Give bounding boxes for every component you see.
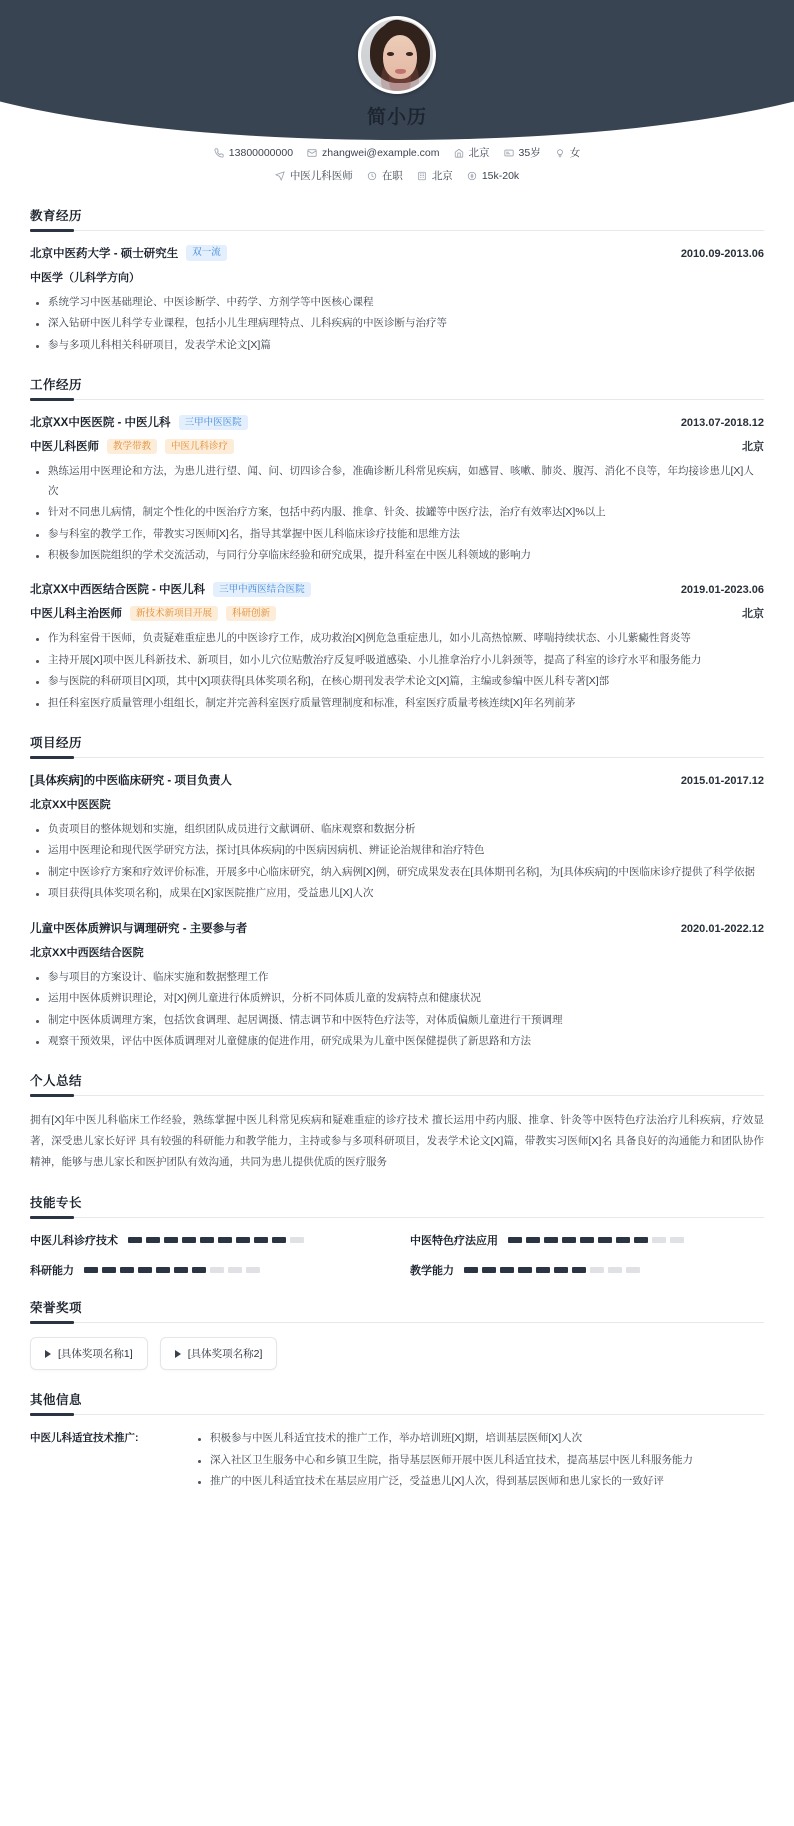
list-item: 参与多项儿科相关科研项目，发表学术论文[X]篇 (32, 336, 764, 355)
contact-phone-text: 13800000000 (228, 146, 294, 159)
entry-heading (30, 245, 764, 261)
list-item: 运用中医理论和现代医学研究方法，探讨[具体疾病]的中医病因病机、辨证论治规律和治疗特色 (32, 841, 764, 860)
gender-icon (555, 148, 565, 158)
section-title-project: 项目经历 (30, 736, 83, 751)
section-title-work: 工作经历 (30, 378, 83, 393)
skill-segment (228, 1267, 242, 1273)
section-title-awards: 荣誉奖项 (30, 1301, 83, 1316)
list-item: 项目获得[具体奖项名称]，成果在[X]家医院推广应用，受益患儿[X]人次 (32, 884, 764, 903)
entry-title-group (30, 920, 247, 936)
work-role-tag: 新技术新项目开展 (130, 606, 218, 622)
entry-role-group (30, 605, 276, 621)
education-entry (30, 245, 764, 355)
other-info-bullets (194, 1429, 764, 1493)
skill-segment (598, 1237, 612, 1243)
work-entry (30, 414, 764, 565)
skill-segment (236, 1237, 250, 1243)
skill-segment (192, 1267, 206, 1273)
skill-segment (526, 1237, 540, 1243)
expected-salary-text: 15k-20k (481, 169, 520, 182)
job-intent-text: 中医儿科医师 (289, 170, 353, 182)
skill-segment (218, 1237, 232, 1243)
skill-segment (616, 1237, 630, 1243)
skill-label: 中医儿科诊疗技术 (30, 1235, 118, 1248)
education-major: 中医学（儿科学方向） (30, 272, 140, 284)
list-item: 运用中医体质辨识理论，对[X]例儿童进行体质辨识，分析不同体质儿童的发病特点和健康状况 (32, 989, 764, 1008)
section-header-other (30, 1390, 764, 1415)
skill-segment (200, 1237, 214, 1243)
send-icon (275, 171, 285, 181)
skill-segment (626, 1267, 640, 1273)
award-label: [具体奖项名称1] (58, 1348, 133, 1361)
skill-label: 科研能力 (30, 1265, 74, 1278)
section-title-other: 其他信息 (30, 1393, 83, 1408)
project-entry (30, 772, 764, 904)
other-info-group (30, 1429, 764, 1493)
awards-list (30, 1337, 764, 1370)
entry-role-line (30, 605, 764, 621)
list-item: 系统学习中医基础理论、中医诊断学、中药学、方剂学等中医核心课程 (32, 293, 764, 312)
job-status (367, 168, 403, 183)
section-work (30, 375, 764, 713)
work-company: 北京XX中医医院 - 中医儿科 (30, 417, 171, 430)
contact-gender-text: 女 (569, 147, 581, 159)
section-skills (30, 1193, 764, 1278)
skill-level-bar (128, 1237, 304, 1243)
skill-segment (508, 1237, 522, 1243)
building-icon (417, 171, 427, 181)
skill-segment (290, 1237, 304, 1243)
education-date: 2010.09-2013.06 (680, 248, 764, 260)
work-role: 中医儿科医师 (30, 441, 99, 454)
entry-title-group (30, 772, 232, 788)
status-icon (367, 171, 377, 181)
work-role-tag: 科研创新 (226, 606, 276, 622)
list-item: 观察干预效果，评估中医体质调理对儿童健康的促进作用，研究成果为儿童中医保健提供了新思路和方法 (32, 1032, 764, 1051)
skill-segment (544, 1237, 558, 1243)
list-item: 熟练运用中医理论和方法，为患儿进行望、闻、问、切四诊合参，准确诊断儿科常见疾病，如感冒、咳嗽、肺炎、腹泻、消化不良等，年均接诊患儿[X]人次 (32, 462, 764, 501)
section-title-education: 教育经历 (30, 209, 83, 223)
contact-age (504, 145, 541, 160)
skill-segment (482, 1267, 496, 1273)
list-item: 参与科室的教学工作，带教实习医师[X]名，指导其掌握中医儿科临床诊疗技能和思维方法 (32, 525, 764, 544)
contact-email-text: zhangwei@example.com (322, 146, 440, 159)
list-item: 深入社区卫生服务中心和乡镇卫生院，指导基层医师开展中医儿科适宜技术，提高基层中医儿科服务能力 (194, 1451, 764, 1470)
project-entry (30, 920, 764, 1052)
job-intent (275, 168, 353, 183)
resume-header (0, 0, 794, 186)
skill-segment (572, 1267, 586, 1273)
skill-row (410, 1232, 764, 1248)
id-card-icon (504, 148, 514, 158)
skill-segment (272, 1237, 286, 1243)
entry-heading (30, 920, 764, 936)
section-header-project (30, 733, 764, 758)
list-item: 参与项目的方案设计、临床实施和数据整理工作 (32, 968, 764, 987)
skill-segment (254, 1237, 268, 1243)
award-chip[interactable] (30, 1337, 148, 1370)
education-tag: 双一流 (186, 245, 227, 261)
contact-age-text: 35岁 (518, 147, 541, 159)
skills-grid (30, 1232, 764, 1278)
entry-title-group (30, 245, 227, 261)
entry-role-line (30, 438, 764, 454)
list-item: 制定中医诊疗方案和疗效评价标准，开展多中心临床研究，纳入病例[X]例，研究成果发表在[具体期刊名称]，为[具体疾病]的中医临床诊疗提供了科学依据 (32, 863, 764, 882)
skill-segment (634, 1237, 648, 1243)
contact-gender (555, 145, 581, 160)
job-location-text: 北京 (431, 170, 453, 182)
contact-city-text: 北京 (468, 147, 490, 159)
work-role: 中医儿科主治医师 (30, 608, 122, 621)
skill-level-bar (84, 1267, 260, 1273)
skill-segment (518, 1267, 532, 1273)
skill-segment (670, 1237, 684, 1243)
skill-segment (246, 1267, 260, 1273)
contact-phone[interactable] (214, 147, 293, 159)
work-bullets (32, 629, 764, 713)
skill-segment (120, 1267, 134, 1273)
list-item: 针对不同患儿病情，制定个性化的中医治疗方案，包括中药内服、推拿、针灸、拔罐等中医疗法，治疗有效率达[X]%以上 (32, 503, 764, 522)
skill-segment (500, 1267, 514, 1273)
section-header-work (30, 375, 764, 400)
play-triangle-icon (45, 1350, 51, 1358)
skill-segment (174, 1267, 188, 1273)
project-org: 北京XX中西医结合医院 (30, 946, 144, 959)
work-entry (30, 581, 764, 713)
education-bullets (32, 293, 764, 355)
list-item: 作为科室骨干医师，负责疑难重症患儿的中医诊疗工作，成功救治[X]例危急重症患儿，如小儿高热惊厥、哮喘持续状态、小儿紫癜性肾炎等 (32, 629, 764, 648)
work-bullets (32, 462, 764, 565)
skill-row (410, 1262, 764, 1278)
contact-row-primary (0, 145, 794, 160)
section-title-skills: 技能专长 (30, 1196, 83, 1211)
project-org: 北京XX中医医院 (30, 799, 111, 812)
summary-text: 拥有[X]年中医儿科临床工作经验，熟练掌握中医儿科常见疾病和疑难重症的诊疗技术 擅长运用中药内服、推拿、针灸等中医特色疗法治疗儿科疾病，疗效显著，深受患儿家长好评 具有较强的科研能力和教学能力，主持或参与多项科研项目，发表学术论文[X]篇，带教实习医师[X]名 具备良好的沟通能力和团队协作精神，能够与患儿家长和医护团队有效沟通，共同为患儿提供优质的医疗服务 (30, 1114, 764, 1169)
section-project (30, 733, 764, 1051)
avatar[interactable] (358, 16, 436, 94)
list-item: 参与医院的科研项目[X]项，其中[X]项获得[具体奖项名称]，在核心期刊发表学术论文[X]篇，主编或参编中医儿科专著[X]部 (32, 672, 764, 691)
section-header-education (30, 206, 764, 231)
work-company-tag: 三甲中医医院 (179, 415, 248, 431)
skill-level-bar (508, 1237, 684, 1243)
entry-title-group (30, 581, 311, 597)
list-item: 主持开展[X]项中医儿科新技术、新项目，如小儿穴位贴敷治疗反复呼吸道感染、小儿推拿治疗小儿斜颈等，提高了科室的诊疗水平和服务能力 (32, 651, 764, 670)
section-header-summary (30, 1071, 764, 1096)
home-icon (454, 148, 464, 158)
avatar-mouth (395, 69, 406, 74)
skill-segment (210, 1267, 224, 1273)
contact-email[interactable] (307, 147, 439, 159)
entry-heading (30, 772, 764, 788)
work-role-tag: 中医儿科诊疗 (165, 439, 234, 455)
skill-segment (84, 1267, 98, 1273)
job-status-text: 在职 (381, 170, 403, 182)
job-location (417, 168, 453, 183)
skill-segment (146, 1237, 160, 1243)
skill-segment (554, 1267, 568, 1273)
skill-row (30, 1262, 384, 1278)
skill-level-bar (464, 1267, 640, 1273)
work-location: 北京 (742, 441, 764, 454)
skill-segment (608, 1267, 622, 1273)
entry-title-group (30, 414, 248, 430)
education-school: 北京中医药大学 - 硕士研究生 (30, 248, 179, 260)
avatar-eyes (387, 52, 413, 56)
list-item: 积极参与中医儿科适宜技术的推广工作，举办培训班[X]期，培训基层医师[X]人次 (194, 1429, 764, 1448)
skill-segment (164, 1237, 178, 1243)
other-info-label: 中医儿科适宜技术推广: (30, 1432, 139, 1445)
list-item: 担任科室医疗质量管理小组组长，制定并完善科室医疗质量管理制度和标准，科室医疗质量考核连续[X]年名列前茅 (32, 694, 764, 713)
project-date: 2015.01-2017.12 (680, 775, 764, 788)
entry-heading (30, 414, 764, 430)
phone-icon (214, 148, 224, 158)
mail-icon (307, 148, 317, 158)
skill-segment (156, 1267, 170, 1273)
section-awards (30, 1298, 764, 1370)
project-bullets (32, 968, 764, 1052)
avatar-photo (361, 19, 433, 91)
project-name: 儿童中医体质辨识与调理研究 - 主要参与者 (30, 922, 248, 935)
contact-city (454, 145, 490, 160)
section-summary (30, 1071, 764, 1173)
entry-heading (30, 581, 764, 597)
skill-segment (652, 1237, 666, 1243)
section-header-awards (30, 1298, 764, 1323)
section-header-skills (30, 1193, 764, 1218)
list-item: 负责项目的整体规划和实施，组织团队成员进行文献调研、临床观察和数据分析 (32, 820, 764, 839)
salary-icon (467, 171, 477, 181)
list-item: 积极参加医院组织的学术交流活动，与同行分享临床经验和研究成果，提升科室在中医儿科领域的影响力 (32, 546, 764, 565)
contact-row-secondary (0, 168, 794, 183)
section-title-summary: 个人总结 (30, 1074, 83, 1089)
skill-segment (464, 1267, 478, 1273)
skill-segment (580, 1237, 594, 1243)
entry-role-group (30, 438, 234, 454)
skill-label: 中医特色疗法应用 (410, 1235, 498, 1248)
skill-segment (590, 1267, 604, 1273)
skill-segment (562, 1237, 576, 1243)
section-other (30, 1390, 764, 1493)
project-bullets (32, 820, 764, 904)
skill-segment (182, 1237, 196, 1243)
list-item: 深入钻研中医儿科学专业课程，包括小儿生理病理特点、儿科疾病的中医诊断与治疗等 (32, 314, 764, 333)
project-name: [具体疾病]的中医临床研究 - 项目负责人 (30, 775, 232, 788)
award-chip[interactable] (160, 1337, 278, 1370)
work-company: 北京XX中西医结合医院 - 中医儿科 (30, 584, 206, 597)
section-education (30, 206, 764, 355)
skill-segment (128, 1237, 142, 1243)
work-date: 2013.07-2018.12 (680, 417, 764, 430)
expected-salary (467, 170, 519, 182)
project-date: 2020.01-2022.12 (680, 922, 764, 935)
skill-label: 教学能力 (410, 1265, 454, 1278)
skill-segment (102, 1267, 116, 1273)
resume-body (0, 206, 794, 1512)
skill-row (30, 1232, 384, 1248)
work-location: 北京 (742, 608, 764, 621)
work-role-tag: 教学带教 (107, 439, 157, 455)
skill-segment (536, 1267, 550, 1273)
play-triangle-icon (175, 1350, 181, 1358)
list-item: 制定中医体质调理方案，包括饮食调理、起居调摄、情志调节和中医特色疗法等，对体质偏颇儿童进行干预调理 (32, 1011, 764, 1030)
award-label: [具体奖项名称2] (187, 1348, 263, 1361)
skill-segment (138, 1267, 152, 1273)
work-company-tag: 三甲中西医结合医院 (213, 582, 311, 598)
work-date: 2019.01-2023.06 (680, 584, 764, 597)
list-item: 推广的中医儿科适宜技术在基层应用广泛，受益患儿[X]人次，得到基层医师和患儿家长的一致好评 (194, 1472, 764, 1491)
person-name: 简小历 (366, 107, 427, 128)
